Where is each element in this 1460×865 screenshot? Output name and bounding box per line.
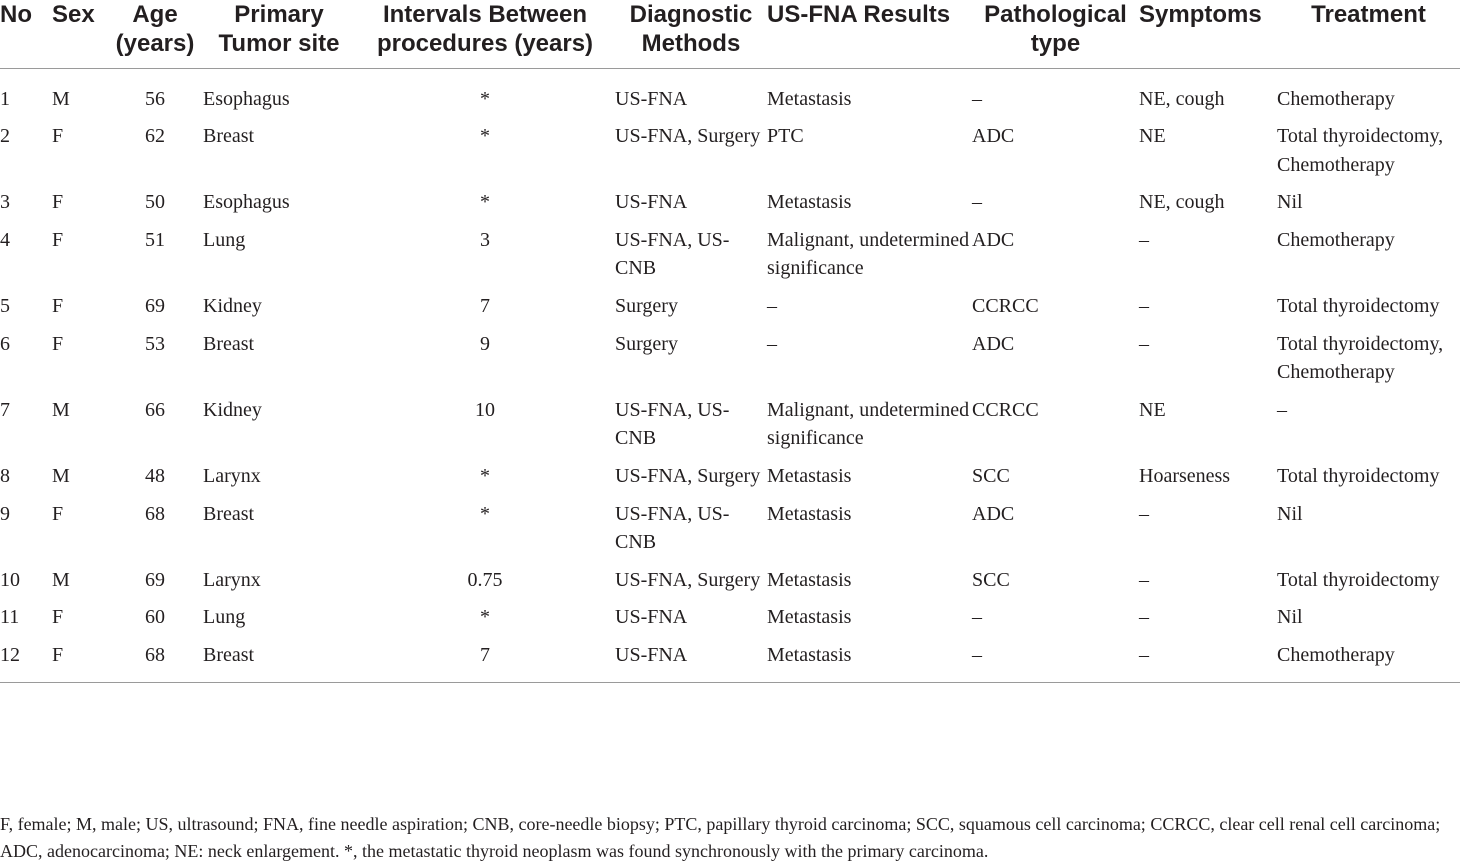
cell-path: ADC xyxy=(972,125,1015,148)
cell-symptoms: NE, cough xyxy=(1139,191,1225,214)
cell-symptoms: – xyxy=(1139,568,1149,591)
cell-sex: F xyxy=(52,332,64,355)
cell-symptoms: NE xyxy=(1139,398,1166,421)
cell-interval: 7 xyxy=(480,295,490,318)
cell-site: Breast xyxy=(203,502,255,525)
cell-methods: US-FNA xyxy=(615,87,688,110)
cell-interval: 0.75 xyxy=(467,568,503,591)
cell-age: 56 xyxy=(145,87,165,110)
cell-fna: Malignant, undetermined significance xyxy=(767,398,970,450)
col-header-treatment: Treatment xyxy=(1277,0,1460,68)
cell-site: Breast xyxy=(203,125,255,148)
col-header-fna: US-FNA Results xyxy=(767,0,972,68)
table-row xyxy=(0,396,1460,462)
cell-site: Kidney xyxy=(203,398,262,421)
cell-symptoms: NE xyxy=(1139,125,1166,148)
cell-no: 8 xyxy=(0,465,10,488)
cell-path: – xyxy=(972,87,982,110)
cell-no: 12 xyxy=(0,641,52,682)
cell-fna: Metastasis xyxy=(767,641,972,682)
cell-age: 68 xyxy=(145,502,165,525)
cell-methods: US-FNA, Surgery xyxy=(615,465,761,488)
col-header-symptoms: Symptoms xyxy=(1139,0,1277,68)
cell-site: Breast xyxy=(203,641,355,682)
cell-treatment: – xyxy=(1277,398,1287,421)
cell-site: Lung xyxy=(203,228,246,251)
table-row xyxy=(0,566,1460,604)
cell-age: 68 xyxy=(107,641,203,682)
cell-methods: US-FNA, US-CNB xyxy=(615,228,730,280)
table-row xyxy=(0,330,1460,396)
cell-treatment: Total thyroidectomy xyxy=(1277,568,1440,591)
cell-no: 7 xyxy=(0,398,10,421)
col-header-site: Primary Tumor site xyxy=(203,0,355,68)
cell-symptoms: – xyxy=(1139,228,1149,251)
cell-symptoms: – xyxy=(1139,295,1149,318)
cell-interval: 7 xyxy=(355,641,615,682)
cell-fna: – xyxy=(767,332,777,355)
cell-sex: F xyxy=(52,228,64,251)
cell-methods: US-FNA xyxy=(615,641,767,682)
cell-treatment: Chemotherapy xyxy=(1277,641,1460,682)
cell-interval: 3 xyxy=(480,228,490,251)
table-row xyxy=(0,462,1460,500)
cell-methods: Surgery xyxy=(615,332,678,355)
cell-treatment: Total thyroidectomy, Chemotherapy xyxy=(1277,332,1444,384)
cell-methods: US-FNA, Surgery xyxy=(615,568,761,591)
cell-site: Esophagus xyxy=(203,87,290,110)
cell-no: 11 xyxy=(0,606,20,629)
cell-treatment: Nil xyxy=(1277,502,1303,525)
cell-sex: M xyxy=(52,465,70,488)
cell-sex: M xyxy=(52,87,70,110)
cell-sex: M xyxy=(52,568,70,591)
cell-age: 69 xyxy=(145,295,165,318)
cell-path: ADC xyxy=(972,332,1015,355)
cell-symptoms: – xyxy=(1139,332,1149,355)
cell-sex: F xyxy=(52,191,64,214)
cell-no: 10 xyxy=(0,568,20,591)
cell-age: 66 xyxy=(145,398,165,421)
cell-symptoms: Hoarseness xyxy=(1139,465,1231,488)
cell-interval: * xyxy=(480,87,490,110)
cell-methods: US-FNA, Surgery xyxy=(615,125,761,148)
col-header-path: Pathological type xyxy=(972,0,1139,68)
cell-symptoms: – xyxy=(1139,641,1277,682)
cell-no: 4 xyxy=(0,228,10,251)
cell-age: 60 xyxy=(145,606,165,629)
cell-no: 1 xyxy=(0,87,10,110)
cell-interval: * xyxy=(480,465,490,488)
col-header-no: No xyxy=(0,0,52,68)
cell-fna: Malignant, undetermined significance xyxy=(767,228,970,280)
col-header-methods: Diagnostic Methods xyxy=(615,0,767,68)
cell-path: SCC xyxy=(972,465,1010,488)
cell-sex: F xyxy=(52,295,64,318)
cell-no: 6 xyxy=(0,332,10,355)
cell-symptoms: NE, cough xyxy=(1139,87,1225,110)
table-row xyxy=(0,292,1460,330)
table-row xyxy=(0,641,1460,682)
cell-interval: 9 xyxy=(480,332,490,355)
table-row xyxy=(0,188,1460,226)
cell-treatment: Total thyroidectomy xyxy=(1277,295,1440,318)
cell-no: 2 xyxy=(0,125,10,148)
cell-fna: Metastasis xyxy=(767,87,852,110)
cell-fna: Metastasis xyxy=(767,191,852,214)
cell-sex: F xyxy=(52,502,64,525)
col-header-sex: Sex xyxy=(52,0,107,68)
cell-site: Breast xyxy=(203,332,255,355)
cell-age: 69 xyxy=(145,568,165,591)
table-footnote: F, female; M, male; US, ultrasound; FNA, fine needle aspiration; CNB, core-needle biopsy; PTC, papillary thyroid carcinoma; SCC, squamous cell carcinoma; CCRCC, clear cell renal cell carcinoma; ADC, adenocarcinoma; NE: neck enlargement. *, the metastatic thyroid neoplasm was found synchronously with the primary carcinoma. xyxy=(0,814,1441,861)
cell-methods: US-FNA xyxy=(615,191,688,214)
cell-fna: PTC xyxy=(767,125,804,148)
cell-methods: US-FNA, US-CNB xyxy=(615,398,730,450)
cell-treatment: Total thyroidectomy, Chemotherapy xyxy=(1277,125,1444,176)
cell-path: – xyxy=(972,191,982,214)
cell-treatment: Nil xyxy=(1277,606,1303,629)
cell-methods: US-FNA xyxy=(615,606,688,629)
cell-interval: * xyxy=(480,606,490,629)
cell-sex: F xyxy=(52,606,64,629)
cell-path: CCRCC xyxy=(972,295,1039,318)
cell-treatment: Chemotherapy xyxy=(1277,228,1395,251)
cell-interval: * xyxy=(480,191,490,214)
header-row xyxy=(0,0,1460,68)
cell-no: 9 xyxy=(0,502,10,525)
cell-treatment: Nil xyxy=(1277,191,1303,214)
cell-path: ADC xyxy=(972,228,1015,251)
cell-interval: * xyxy=(480,125,490,148)
cell-path: ADC xyxy=(972,502,1015,525)
cell-path: CCRCC xyxy=(972,398,1039,421)
table-row xyxy=(0,122,1460,188)
cell-site: Larynx xyxy=(203,568,261,591)
cell-interval: 10 xyxy=(475,398,495,421)
cell-sex: F xyxy=(52,125,64,148)
cell-treatment: Chemotherapy xyxy=(1277,87,1395,110)
cell-path: SCC xyxy=(972,568,1010,591)
cell-fna: Metastasis xyxy=(767,606,852,629)
cell-site: Larynx xyxy=(203,465,261,488)
cell-methods: US-FNA, US-CNB xyxy=(615,502,730,554)
cell-treatment: Total thyroidectomy xyxy=(1277,465,1440,488)
cell-site: Lung xyxy=(203,606,246,629)
table-row xyxy=(0,68,1460,122)
cell-no: 3 xyxy=(0,191,10,214)
cell-path: – xyxy=(972,641,1139,682)
table-row xyxy=(0,226,1460,292)
cell-fna: – xyxy=(767,295,777,318)
cell-fna: Metastasis xyxy=(767,502,852,525)
cell-site: Esophagus xyxy=(203,191,290,214)
cell-sex: F xyxy=(52,641,107,682)
cell-fna: Metastasis xyxy=(767,568,852,591)
cell-age: 62 xyxy=(145,125,165,148)
col-header-interval: Intervals Between procedures (years) xyxy=(355,0,615,68)
cell-interval: * xyxy=(480,502,490,525)
col-header-age: Age (years) xyxy=(107,0,203,68)
cell-age: 51 xyxy=(145,228,165,251)
table-row xyxy=(0,500,1460,566)
cell-sex: M xyxy=(52,398,70,421)
cell-age: 50 xyxy=(145,191,165,214)
cell-no: 5 xyxy=(0,295,10,318)
cell-fna: Metastasis xyxy=(767,465,852,488)
cell-methods: Surgery xyxy=(615,295,678,318)
cell-age: 48 xyxy=(145,465,165,488)
cell-age: 53 xyxy=(145,332,165,355)
cell-symptoms: – xyxy=(1139,502,1149,525)
cell-symptoms: – xyxy=(1139,606,1149,629)
cell-path: – xyxy=(972,606,982,629)
cell-site: Kidney xyxy=(203,295,262,318)
table-row xyxy=(0,603,1460,641)
